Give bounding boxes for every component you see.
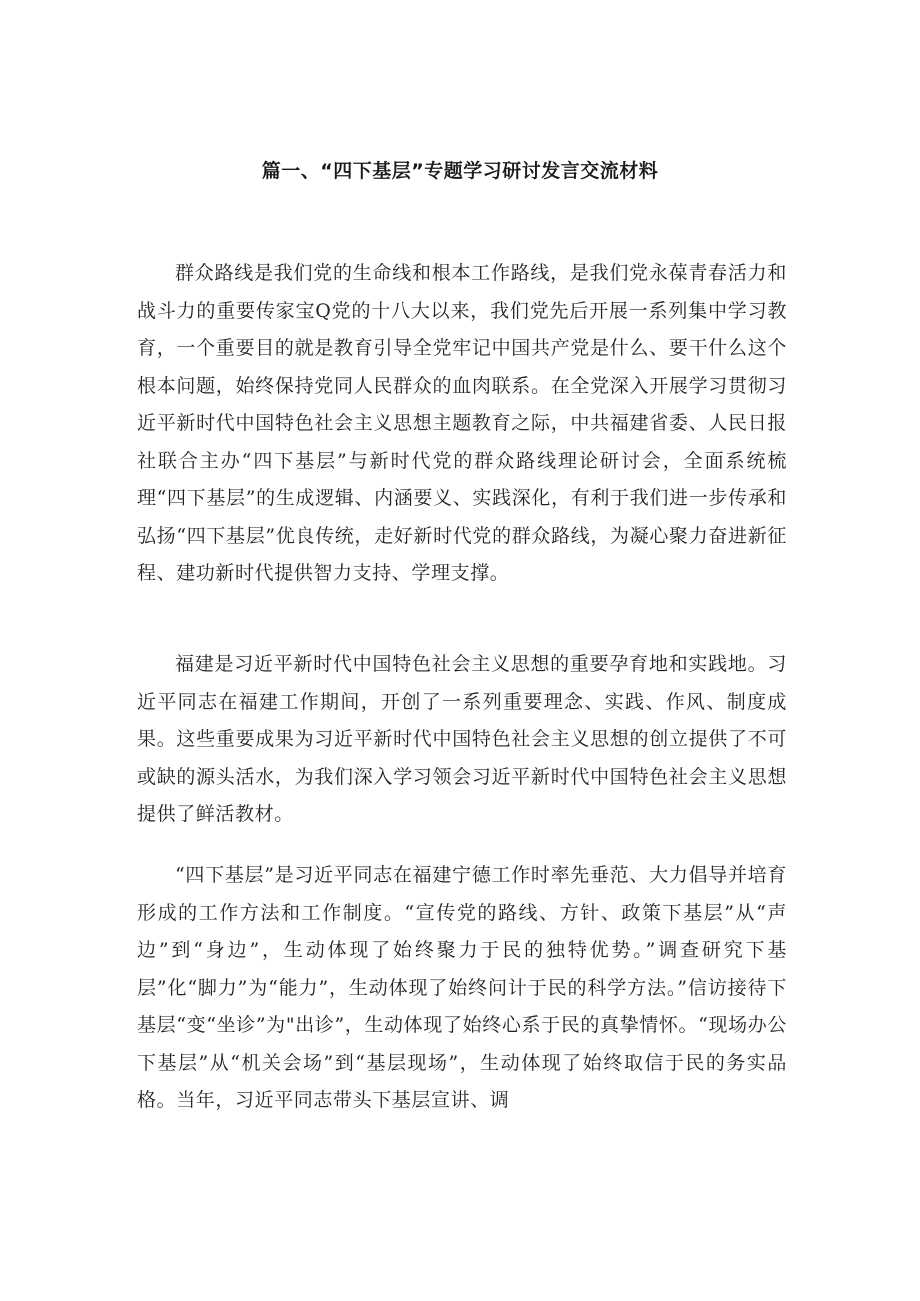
document-title: 篇一、“四下基层”专题学习研讨发言交流材料 [261,160,659,182]
paragraph-fujian: 福建是习近平新时代中国特色社会主义思想的重要孕育地和实践地。习近平同志在福建工作期间，开创了一系列重要理念、实践、作风、制度成果。这些重要成果为习近平新时代中国特色社会主义思想的创立提供了不可或缺的源头活水，为我们深入学习领会习近平新时代中国特色社会主义思想提供了鲜活教材。 [137,653,787,825]
paragraph-mass-line: 群众路线是我们党的生命线和根本工作路线，是我们党永葆青春活力和战斗力的重要传家宝Q党的十八大以来，我们党先后开展一系列集中学习教育，一个重要目的就是教育引导全党牢记中国共产党是什么、要干什么这个根本问题，始终保持党同人民群众的血肉联系。在全党深入开展学习贯彻习近平新时代中国特色社会主义思想主题教育之际，中共福建省委、人民日报社联合主办“四下基层”与新时代党的群众路线理论研讨会，全面系统梳理“四下基层”的生成逻辑、内涵要义、实践深化，有利于我们进一步传承和弘扬“四下基层”优良传统，走好新时代党的群众路线，为凝心聚力奋进新征程、建功新时代提供智力支持、学理支撑。 [137,262,787,584]
paragraph-four-down: “四下基层”是习近平同志在福建宁德工作时率先垂范、大力倡导并培育形成的工作方法和工作制度。“宣传党的路线、方针、政策下基层”从“声边”到“身边”，生动体现了始终聚力于民的独特优势。”调查研究下基层”化“脚力”为“能力”，生动体现了始终问计于民的科学方法。”信访接待下基层“变“坐诊”为"出诊”，生动体现了始终心系于民的真挚情怀。“现场办公下基层”从“机关会场”到“基层现场”，生动体现了始终取信于民的务实品格。当年，习近平同志带头下基层宣讲、调 [137,864,787,1111]
